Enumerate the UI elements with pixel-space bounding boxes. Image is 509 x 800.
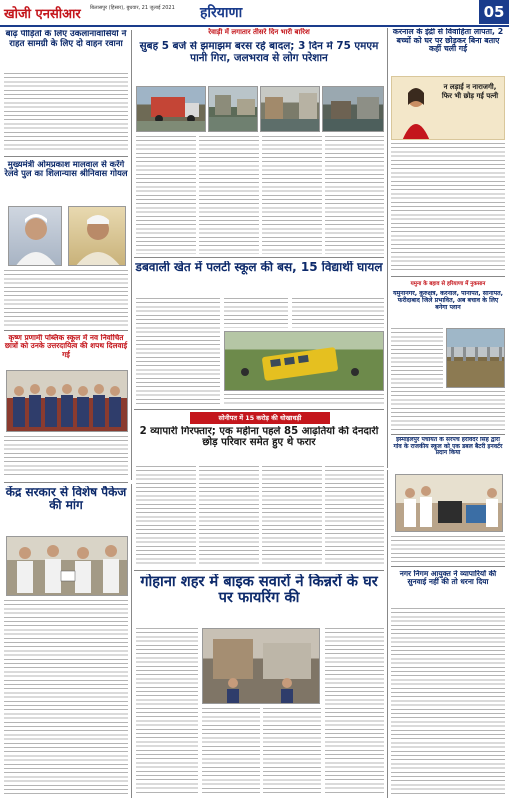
center-body xyxy=(4,600,128,796)
karnal-body xyxy=(391,143,505,273)
nigam-headline-block xyxy=(391,570,505,604)
bus-body-col2 xyxy=(224,298,288,328)
rewari-kicker: रेवाड़ी में लगातार तीसरे दिन भारी बारिश xyxy=(208,28,310,36)
railway-headline: मुख्यमंत्री ओमप्रकाश मालवाल से करेंगे रेलवे पुल का शिलान्यास श्रीनिवास गोयल xyxy=(4,160,128,179)
inverter-donation-photo xyxy=(395,474,503,532)
gohana-headline-block xyxy=(134,574,384,624)
nigam-headline: नगर निगम आयुक्त ने व्यापारियों की सुनवाई नहीं की तो धरना दिया xyxy=(399,570,497,587)
sonipat-label: सोनीपत में 15 करोड़ की धोखाधड़ी xyxy=(190,412,330,424)
railway-body xyxy=(4,270,128,326)
river-barrage-photo xyxy=(446,328,505,388)
school-oath-photo xyxy=(6,370,128,432)
portrait-photo xyxy=(68,206,126,266)
karnal-graphic-text: न लड़ाई न नाराजगी, फिर भी छोड़ गई पत्नी xyxy=(441,83,499,100)
yamuna-body-col1 xyxy=(391,328,443,388)
waterlogged-street-photo xyxy=(260,86,320,132)
gohana-body-col1 xyxy=(136,628,198,796)
isamalpur-body xyxy=(391,536,505,562)
sonipat-headline: 2 व्यापारी गिरफ्तार; एक महीना पहले 85 आढ़तियों की देनदारी छोड़ परिवार समेत हुए थे फरार xyxy=(139,426,379,449)
bus-headline: डबवाली खेत में पलटी स्कूल की बस, 15 विद्यार्थी घायल xyxy=(135,261,383,274)
teachers-body xyxy=(4,73,128,153)
rewari-body-col4 xyxy=(325,136,384,254)
bus-headline-block xyxy=(134,261,384,295)
section-title: हरियाणा xyxy=(200,5,243,21)
flood-truck-photo xyxy=(136,86,206,132)
school-body xyxy=(4,436,128,478)
sonipat-body-col3 xyxy=(262,466,322,566)
sonipat-body-col1 xyxy=(136,466,196,566)
isamalpur-headline: इस्माईलपुर पंचायत के सरपंच हरविंदर सिंह द्वारा गांव के राजकीय स्कूल को एक डबल बैटरी इनवर्टर प्रदान किया xyxy=(393,437,503,457)
dateline: बिलासपुर (हिसार), बुधवार, 21 जुलाई 2021 xyxy=(90,5,175,11)
teachers-headline: बाढ़ पीड़ितों के लिए उकलानावासियों ने राहत सामग्री के लिए दो वाहन रवाना xyxy=(5,30,127,49)
flooded-road-photo xyxy=(208,86,258,132)
page-number: 05 xyxy=(479,0,509,24)
karnal-headline: करनाल के इंद्री से विवाहिता लापता, 2 बच्चों को घर पर छोड़कर बिना बताए कहीं चली गई xyxy=(392,28,504,54)
school-headline-block xyxy=(4,334,128,368)
teachers-headline-block xyxy=(4,30,128,70)
bus-body-col3 xyxy=(292,298,384,328)
rewari-kicker-block xyxy=(134,28,384,40)
gohana-body-col2 xyxy=(202,708,260,796)
rewari-body-col2 xyxy=(199,136,259,254)
sonipat-headline-block xyxy=(134,426,384,462)
rewari-headline-block xyxy=(134,41,384,83)
sonipat-body-col4 xyxy=(325,466,384,566)
masthead xyxy=(0,0,509,26)
gohana-headline: गोहाना शहर में बाइक सवारों ने किन्नरों के घर पर फायरिंग की xyxy=(140,574,378,607)
karnal-graphic xyxy=(391,76,505,140)
school-headline: कृष्ण प्रणामी पब्लिक स्कूल में नव निर्वाचित छात्रों को उनके उत्तरदायित्व की शपथ दिलवाई गई xyxy=(4,334,128,359)
yamuna-headline: यमुनानगर, कुरुक्षेत्र, करनाल, पानीपत, सोनीपत, फरीदाबाद जिले प्रभावित, अब बचाव के लिए बनेगा प्लान xyxy=(392,291,504,311)
gohana-body-col3 xyxy=(263,708,321,796)
railway-headline-block xyxy=(4,160,128,204)
yamuna-kicker: यमुना के बहाव से हरियाणा में नुकसान xyxy=(410,281,486,287)
firing-site-photo xyxy=(202,628,320,704)
paper-name: खोजी एनसीआर xyxy=(4,7,81,22)
yamuna-kicker-block xyxy=(391,279,505,290)
portrait-photo xyxy=(8,206,62,266)
center-headline-block xyxy=(4,486,128,534)
memorandum-photo xyxy=(6,536,128,596)
rewari-body-col1 xyxy=(136,136,196,254)
karnal-headline-block xyxy=(391,28,505,74)
sonipat-body-col2 xyxy=(199,466,259,566)
isamalpur-headline-block xyxy=(391,437,505,471)
rewari-headline: सुबह 5 बजे से झमाझम बरस रहे बादल; 3 दिन में 75 एमएम पानी गिरा, जलभराव से लोग परेशान xyxy=(139,41,379,64)
center-headline: केंद्र सरकार से विशेष पैकेज की मांग xyxy=(5,486,127,513)
nigam-body xyxy=(391,608,505,796)
yamuna-headline-block xyxy=(391,291,505,325)
masthead-rule xyxy=(0,25,509,27)
rewari-body-col3 xyxy=(262,136,322,254)
bus-body-tail xyxy=(224,394,384,406)
overturned-bus-photo xyxy=(224,331,384,391)
yamuna-body-col2 xyxy=(391,391,505,431)
rain-scene-photo xyxy=(322,86,384,132)
bus-body-col1 xyxy=(136,298,220,404)
gohana-body-col4 xyxy=(325,628,384,796)
